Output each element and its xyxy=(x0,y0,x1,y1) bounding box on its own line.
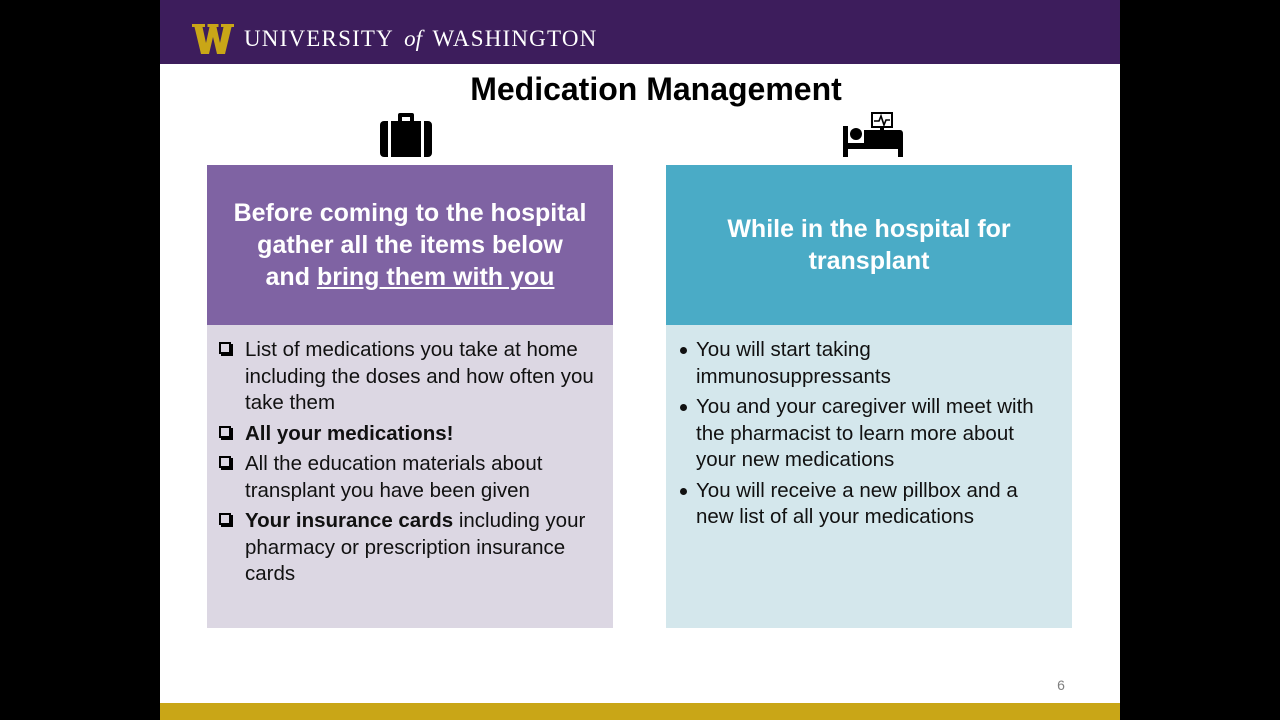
uw-wordmark xyxy=(244,26,597,52)
list-item-text: You will start taking immunosuppressants xyxy=(696,338,891,388)
checklist-item xyxy=(219,451,599,504)
in-hospital-list xyxy=(666,325,1072,628)
list-item xyxy=(678,394,1058,474)
bullet-icon xyxy=(680,488,687,495)
header-bar xyxy=(160,0,1120,64)
before-hospital-checklist xyxy=(207,325,613,628)
before-heading-line2: gather all the items below xyxy=(257,231,563,259)
before-heading-underlined: bring them with you xyxy=(316,263,555,291)
list-item-text: You will receive a new pillbox and a new list of all your medications xyxy=(696,478,1018,528)
checklist-item-text: All the education materials about transplant you have been given xyxy=(245,452,543,502)
list-item-text: You and your caregiver will meet with the pharmacist to learn more about your new medications xyxy=(696,395,1034,471)
bullet-icon xyxy=(680,347,687,354)
before-heading-line3 xyxy=(234,261,587,293)
in-hospital-header xyxy=(666,165,1072,325)
checkbox-bullet-icon xyxy=(219,513,231,525)
checklist-item xyxy=(219,508,599,588)
checkbox-bullet-icon xyxy=(219,456,231,468)
in-hospital-heading: While in the hospital for transplant xyxy=(727,215,1011,275)
before-hospital-header xyxy=(207,165,613,325)
slide xyxy=(160,0,1120,720)
wordmark-of: of xyxy=(404,26,422,51)
suitcase-icon xyxy=(379,112,433,158)
list-item xyxy=(678,337,1058,390)
hospital-bed-icon xyxy=(842,112,904,158)
checklist-item-bold: Your insurance cards xyxy=(245,509,454,532)
list-item xyxy=(678,478,1058,531)
bullet-icon xyxy=(680,404,687,411)
checklist-item xyxy=(219,337,599,417)
checkbox-bullet-icon xyxy=(219,342,231,354)
checklist-item-bold: All your medications! xyxy=(245,421,454,445)
wordmark-university: UNIVERSITY xyxy=(244,26,394,51)
before-heading-prefix: and xyxy=(265,263,317,291)
page-number: 6 xyxy=(1057,677,1065,693)
before-heading-line1: Before coming to the hospital xyxy=(233,199,587,227)
checklist-item-text: List of medications you take at home including the doses and how often you take them xyxy=(245,338,594,414)
checklist-item xyxy=(219,421,599,448)
slide-title: Medication Management xyxy=(470,71,842,107)
uw-w-logo-icon xyxy=(192,24,234,54)
checklist-item-text: including your pharmacy or prescription insurance cards xyxy=(245,509,586,585)
checkbox-bullet-icon xyxy=(219,426,231,438)
wordmark-washington: WASHINGTON xyxy=(432,26,598,51)
footer-bar xyxy=(160,703,1120,720)
